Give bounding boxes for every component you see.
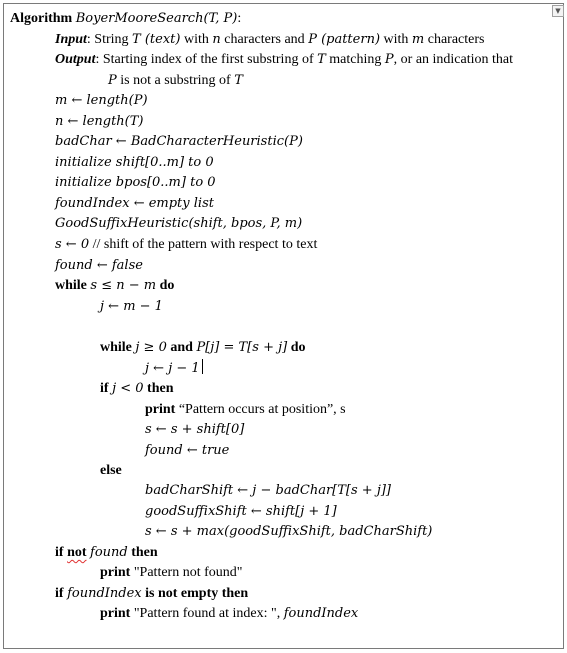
code-token: // shift of the pattern with respect to text [89,237,318,252]
code-token: if [55,586,68,601]
code-token: is not a substring of [116,73,235,88]
code-token: T (text) [132,32,181,47]
code-token: then [127,545,158,560]
assign-n-line [55,113,144,131]
code-token: T [317,52,326,67]
code-token: Algorithm [10,11,76,26]
good-suffix-call-line [55,215,302,233]
code-token: , or an indication that [393,52,514,67]
code-token: if [55,545,68,560]
code-token: foundIndex [67,586,142,601]
print-found-index-line [100,605,358,623]
code-token: with [380,32,412,47]
code-token: j ← j − 1 [145,361,200,376]
code-token: do [287,340,306,355]
print-position-line [145,401,346,419]
code-token: T [234,73,243,88]
code-token: matching [325,52,385,67]
chevron-down-icon: ▼ [555,6,561,15]
else-branch-line [100,462,122,480]
badchar-shift-line [145,482,391,500]
assign-s-line [55,236,317,254]
code-token: n ← length(T) [55,114,144,129]
code-token: j < 0 [112,381,144,396]
code-token: “Pattern occurs at position”, s [178,402,346,417]
code-token: print [145,402,179,417]
code-token: n [212,32,221,47]
code-token: s ← s + shift[0] [145,422,245,437]
assign-found-line [55,257,143,275]
goodsuffix-shift-line [145,503,337,521]
code-token: is not empty then [141,586,249,601]
code-token: else [100,463,122,478]
code-token: BoyerMooreSearch(T, P) [75,11,238,26]
algorithm-title-line [10,10,241,28]
code-token: badCharShift ← j − badChar[T[s + j]] [145,483,391,498]
if-match-line [100,380,173,398]
if-foundindex-line [55,585,248,603]
code-token: "Pattern found at index: ", [133,606,284,621]
assign-j-line [100,298,163,316]
while-outer-line [55,277,174,295]
code-token: GoodSuffixHeuristic(shift, bpos, P, m) [55,216,303,231]
code-token: j ← m − 1 [100,299,163,314]
code-token: while [55,278,91,293]
code-token: s ← 0 [55,237,90,252]
code-token: initialize shift[0..m] to 0 [55,155,214,170]
init-shift-line [55,154,214,172]
code-token: foundIndex [283,606,359,621]
code-token: s ≤ n − m [90,278,157,293]
code-token: characters and [220,32,309,47]
code-token: P (pattern) [308,32,381,47]
init-bpos-line [55,174,216,192]
code-token: found ← false [55,258,143,273]
init-foundindex-line [55,195,214,213]
text-cursor [202,359,203,374]
code-token: print [100,606,134,621]
print-not-found-line [100,564,242,582]
code-token: goodSuffixShift ← shift[j + 1] [145,504,337,519]
code-token: "Pattern not found" [133,565,243,580]
shift-zero-line [145,421,244,439]
assign-m-line [55,92,148,110]
code-token: with [180,32,213,47]
code-token: m [411,32,425,47]
code-token: print [100,565,134,580]
if-not-found-line [55,544,158,562]
code-token: if [100,381,113,396]
code-token: P [108,73,117,88]
set-found-true-line [145,442,229,460]
code-token: : String [86,32,133,47]
code-token: not [67,545,87,560]
code-token: j ≥ 0 [135,340,167,355]
code-token: characters [424,32,485,47]
update-s-line [145,523,432,541]
code-token: Output [55,52,96,67]
code-token: P[j] = T[s + j] [196,340,288,355]
code-token: initialize bpos[0..m] to 0 [55,175,216,190]
code-token: m ← length(P) [55,93,148,108]
assign-badchar-line [55,133,303,151]
code-token: P [384,52,394,67]
code-token: s ← s + max(goodSuffixShift, badCharShift) [145,524,433,539]
code-token: ​: [237,11,242,26]
code-token: then [143,381,174,396]
code-token: and [166,340,197,355]
code-token: found ← true [145,443,230,458]
decrement-j-line [145,359,203,377]
code-token: found [90,545,128,560]
code-token: while [100,340,136,355]
while-inner-line [100,339,306,357]
input-line-line [55,31,484,49]
output-line-line [55,51,513,69]
code-token: : Starting index of the first substring of [95,52,318,67]
code-token: foundIndex ← empty list [55,196,214,211]
code-token: badChar ← BadCharacterHeuristic(P) [55,134,303,149]
code-token: do [156,278,175,293]
code-token: Input [55,32,87,47]
output-line-cont-line [108,72,243,90]
